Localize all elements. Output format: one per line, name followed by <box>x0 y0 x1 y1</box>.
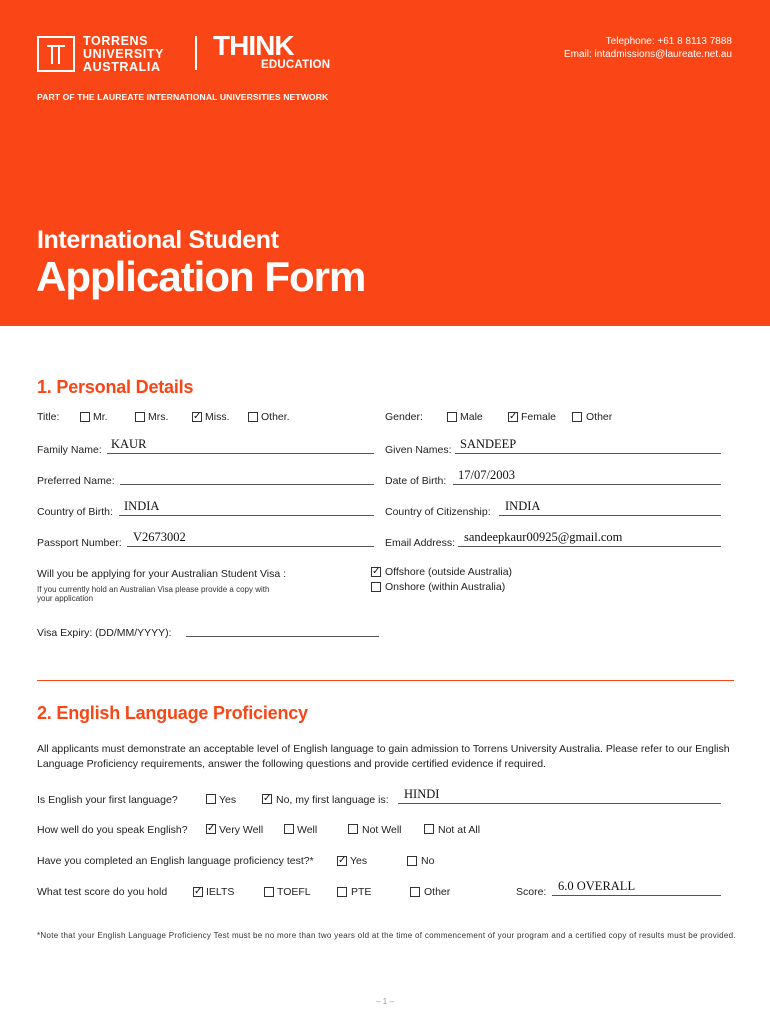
gender-label: Gender: <box>385 411 423 423</box>
check-mark-icon: ✓ <box>509 411 518 422</box>
logo-line-3: AUSTRALIA <box>83 60 161 74</box>
gender-other-checkbox[interactable] <box>572 412 582 422</box>
family-name-line <box>107 453 374 454</box>
q1-yes-label: Yes <box>219 794 237 806</box>
english-footnote: *Note that your English Language Proficiency Test must be no more than two years old at the time of commencement of your program and a certified copy of results must be provided. <box>37 931 736 940</box>
citizenship-field[interactable]: INDIA <box>505 499 541 513</box>
first-language-line <box>398 803 721 804</box>
citizenship-line <box>499 515 721 516</box>
q2-very-well-checkbox[interactable] <box>206 824 216 834</box>
q2-label: How well do you speak English? <box>37 824 188 836</box>
q2-not-at-all-checkbox[interactable] <box>424 824 434 834</box>
check-mark-icon: ✓ <box>194 886 203 897</box>
email-field[interactable]: sandeepkaur00925@gmail.com <box>464 530 623 544</box>
visa-note: If you currently hold an Australian Visa please provide a copy with your application <box>37 585 270 603</box>
contact-info <box>564 35 732 61</box>
think-education-text: EDUCATION <box>261 59 331 71</box>
q4-other-label: Other <box>424 886 451 898</box>
gender-male-checkbox[interactable] <box>447 412 457 422</box>
preferred-name-label: Preferred Name: <box>37 475 115 487</box>
check-mark-icon: ✓ <box>372 566 381 577</box>
q4-ielts-checkbox[interactable] <box>193 887 203 897</box>
dob-line <box>453 484 721 485</box>
q4-toefl-label: TOEFL <box>277 886 311 898</box>
q2-well-checkbox[interactable] <box>284 824 294 834</box>
check-mark-icon: ✓ <box>338 855 347 866</box>
given-names-line <box>455 453 721 454</box>
english-intro: All applicants must demonstrate an acceptable level of English language to gain admission to Torrens University Australia. Please refer to our English Language Proficiency requirements, answer the following questions and provide certified evidence if required. <box>37 743 730 770</box>
cob-label: Country of Birth: <box>37 506 113 518</box>
visa-offshore-checkbox[interactable] <box>371 567 381 577</box>
visa-onshore-label: Onshore (within Australia) <box>385 581 506 593</box>
q2-not-at-all-label: Not at All <box>438 824 481 836</box>
gender-female-checkbox[interactable] <box>508 412 518 422</box>
q4-toefl-checkbox[interactable] <box>264 887 274 897</box>
logo-line-1: TORRENS <box>83 34 149 48</box>
check-mark-icon: ✓ <box>207 823 216 834</box>
q4-other-checkbox[interactable] <box>410 887 420 897</box>
contact-email: Email: intadmissions@laureate.net.au <box>563 49 732 60</box>
dob-label: Date of Birth: <box>385 475 447 487</box>
email-line <box>458 546 721 547</box>
passport-line <box>127 546 374 547</box>
section-english-heading: 2. English Language Proficiency <box>37 703 308 723</box>
title-mr-label: Mr. <box>93 411 108 423</box>
gender-other-label: Other <box>586 411 613 423</box>
q4-pte-checkbox[interactable] <box>337 887 347 897</box>
q1-no-label: No, my first language is: <box>276 794 389 806</box>
visa-expiry-label: Visa Expiry: (DD/MM/YYYY): <box>37 627 172 639</box>
form-title-line1: International Student <box>37 226 279 254</box>
q3-yes-checkbox[interactable] <box>337 856 347 866</box>
citizenship-label: Country of Citizenship: <box>385 506 491 518</box>
q4-ielts-label: IELTS <box>206 886 235 898</box>
title-other-checkbox[interactable] <box>248 412 258 422</box>
q3-no-checkbox[interactable] <box>407 856 417 866</box>
check-mark-icon: ✓ <box>263 793 272 804</box>
family-name-field[interactable]: KAUR <box>111 437 147 451</box>
network-tagline: PART OF THE LAUREATE INTERNATIONAL UNIVERSITIES NETWORK <box>37 92 329 102</box>
check-mark-icon: ✓ <box>193 411 202 422</box>
telephone: Telephone: +61 8 8113 7888 <box>605 36 732 47</box>
q4-pte-label: PTE <box>351 886 372 898</box>
q2-well-label: Well <box>297 824 318 836</box>
q4-label: What test score do you hold <box>37 886 168 898</box>
title-mrs-label: Mrs. <box>148 411 169 423</box>
q3-label: Have you completed an English language proficiency test?* <box>37 855 314 867</box>
score-label: Score: <box>516 886 547 898</box>
page-number: – 1 – <box>376 997 394 1006</box>
title-mr-checkbox[interactable] <box>80 412 90 422</box>
title-label: Title: <box>37 411 60 423</box>
torrens-logo-text <box>83 35 164 74</box>
think-logo: THINK <box>213 30 294 61</box>
title-mrs-checkbox[interactable] <box>135 412 145 422</box>
q1-label: Is English your first language? <box>37 794 178 806</box>
dob-field[interactable]: 17/07/2003 <box>458 468 515 482</box>
section-divider <box>37 680 734 681</box>
score-line <box>552 895 721 896</box>
email-label: Email Address: <box>385 537 456 549</box>
visa-expiry-line <box>186 636 379 637</box>
cob-line <box>119 515 374 516</box>
q1-no-checkbox[interactable] <box>262 794 272 804</box>
torrens-logo-icon <box>37 36 75 72</box>
q2-very-well-label: Very Well <box>219 824 264 836</box>
form-title-line2: Application Form <box>36 253 366 300</box>
section-personal-heading: 1. Personal Details <box>37 377 194 397</box>
q2-not-well-label: Not Well <box>362 824 402 836</box>
title-miss-checkbox[interactable] <box>192 412 202 422</box>
preferred-name-line <box>120 484 374 485</box>
title-miss-label: Miss. <box>205 411 230 423</box>
first-language-field[interactable]: HINDI <box>404 787 440 801</box>
header-banner <box>0 0 770 326</box>
gender-female-label: Female <box>521 411 557 423</box>
visa-question: Will you be applying for your Australian Student Visa : <box>37 568 287 580</box>
visa-onshore-checkbox[interactable] <box>371 582 381 592</box>
q2-not-well-checkbox[interactable] <box>348 824 358 834</box>
q1-yes-checkbox[interactable] <box>206 794 216 804</box>
q3-no-label: No <box>421 855 435 867</box>
gender-male-label: Male <box>460 411 483 423</box>
logo-divider <box>195 36 197 70</box>
given-names-field[interactable]: SANDEEP <box>460 437 517 451</box>
q3-yes-label: Yes <box>350 855 368 867</box>
score-field[interactable]: 6.0 OVERALL <box>558 879 636 893</box>
given-names-label: Given Names: <box>385 444 452 456</box>
cob-field[interactable]: INDIA <box>124 499 160 513</box>
family-name-label: Family Name: <box>37 444 102 456</box>
passport-label: Passport Number: <box>37 537 122 549</box>
visa-offshore-label: Offshore (outside Australia) <box>385 566 513 578</box>
title-other-label: Other. <box>261 411 290 423</box>
passport-field[interactable]: V2673002 <box>133 530 186 544</box>
logo-line-2: UNIVERSITY <box>83 47 165 61</box>
